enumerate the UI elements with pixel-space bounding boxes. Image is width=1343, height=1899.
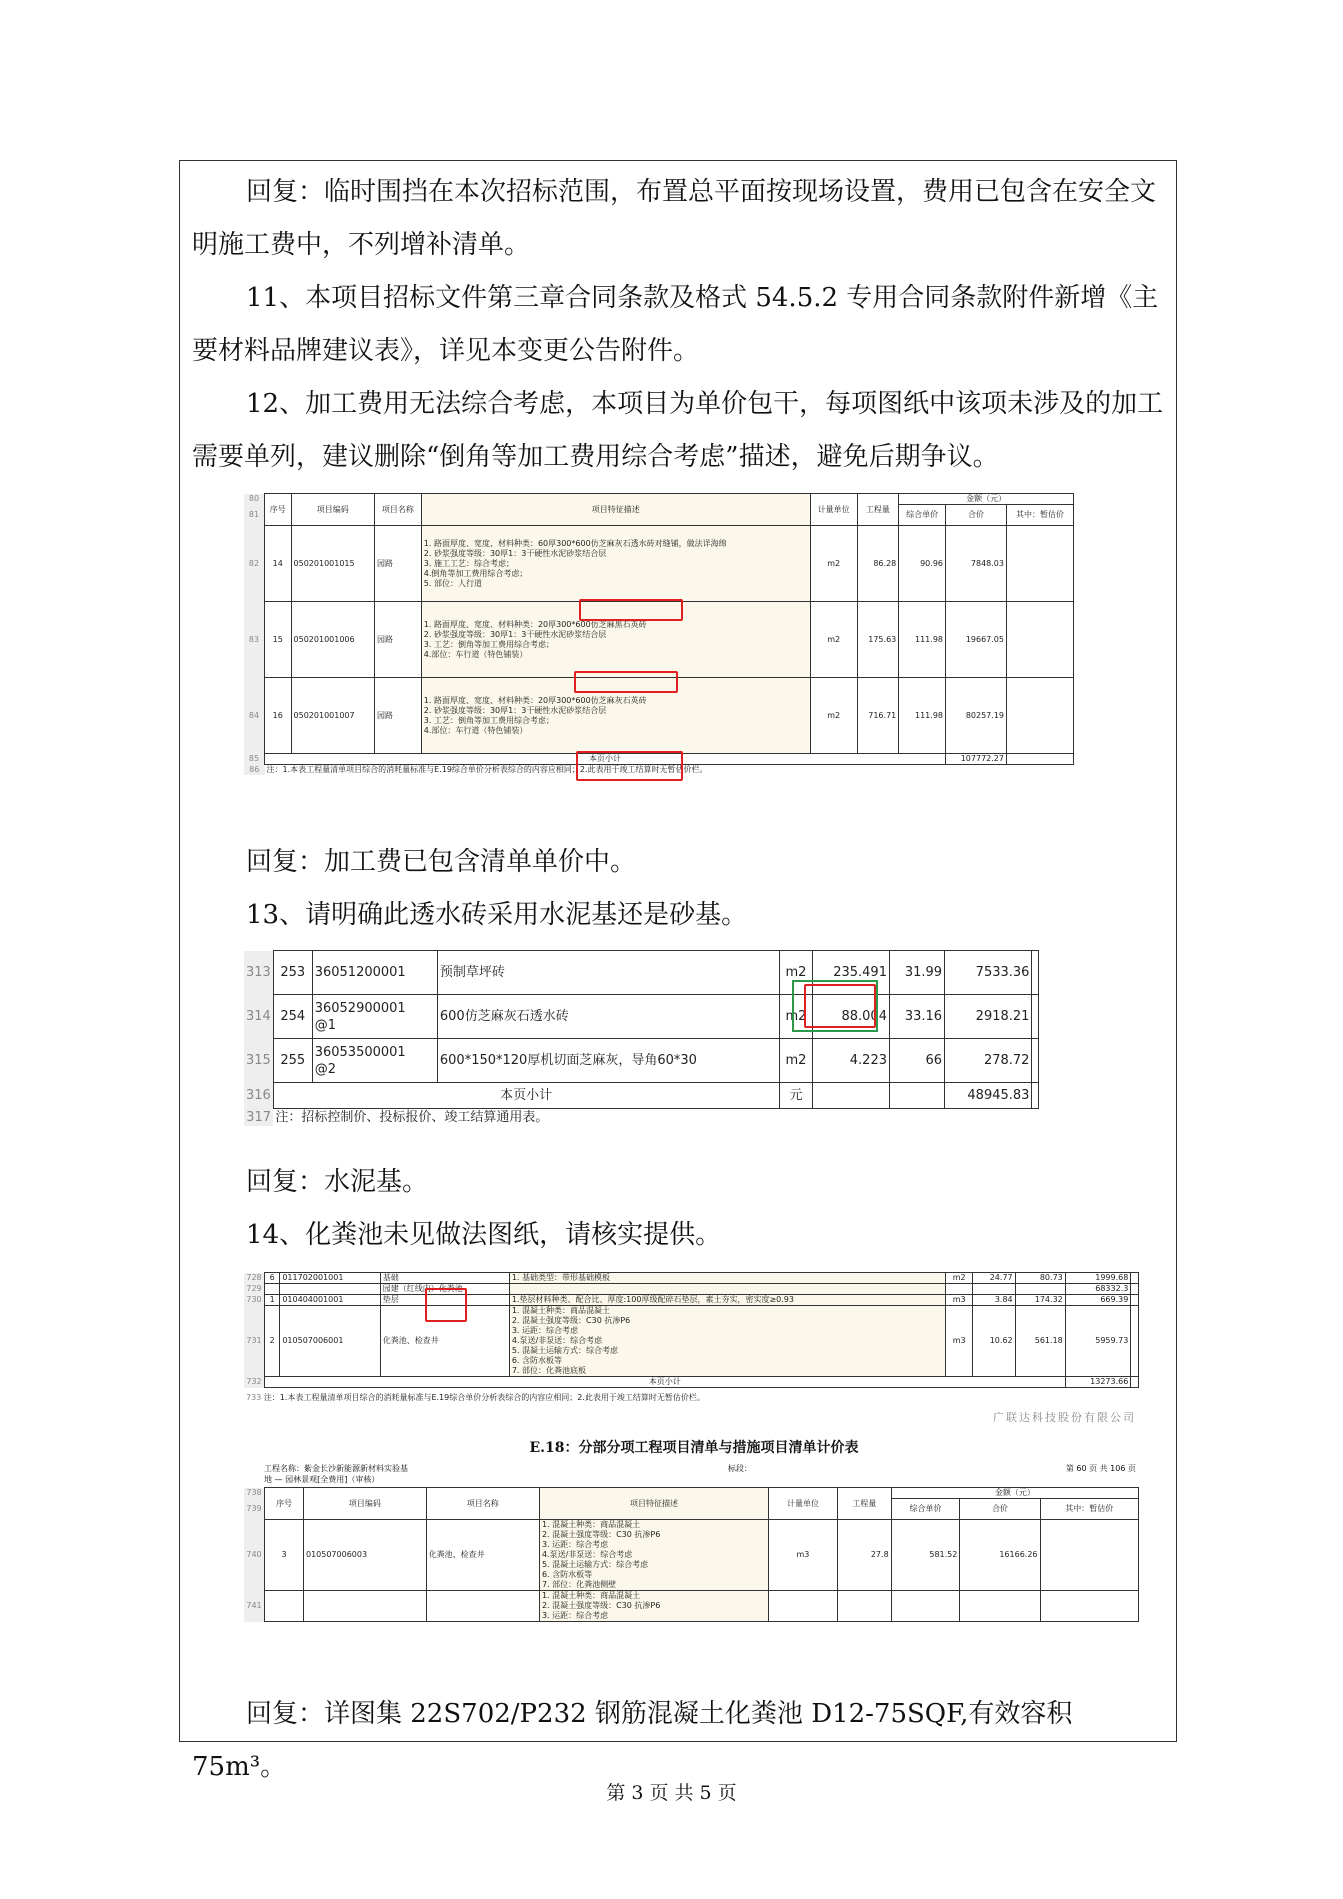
table-row: [244, 951, 1039, 995]
screenshot-table-2: [244, 950, 1070, 1145]
table-cell: m3: [946, 1295, 973, 1306]
table-cell: 33.16: [889, 995, 944, 1039]
column-header: 金额（元）: [899, 494, 1074, 505]
table-cell: 2: [265, 1306, 280, 1377]
table-cell: 253: [273, 951, 312, 995]
table-cell: 36052900001 @1: [312, 995, 437, 1039]
table-cell: [1032, 1039, 1039, 1083]
table-row: [244, 1591, 1139, 1622]
highlight-box: [576, 751, 683, 781]
table-cell: 园路: [375, 526, 422, 602]
table-cell: 36051200001: [312, 951, 437, 995]
table-cell: 1. 路面厚度、宽度、材料种类：60厚300*600仿芝麻灰石透水砖对缝铺，做法详海绵 2. 砂浆强度等级：30厚1：3干硬性水泥砂浆结合层 3. 施工工艺：综合考虑； 4.倒角等加工费用综合考虑； 5. 部位：人行道: [421, 526, 810, 602]
table-cell: [1006, 754, 1073, 765]
table-cell: [1040, 1591, 1138, 1622]
table-cell: 716.71: [857, 678, 899, 754]
table-cell: 15: [265, 602, 292, 678]
table-cell: m3: [769, 1520, 838, 1591]
bill-table-3a: [244, 1272, 1139, 1388]
table-cell: [280, 1284, 380, 1295]
question-12: 12、加工费用无法综合考虑，本项目为单价包干，每项图纸中该项未涉及的加工需要单列，建议删除“倒角等加工费用综合考虑”描述，避免后期争议。: [192, 389, 1164, 472]
table-cell: 2918.21: [945, 995, 1032, 1039]
table-cell: 111.98: [899, 678, 946, 754]
table-cell: 19667.05: [946, 602, 1007, 678]
row-number: 313: [244, 951, 273, 995]
column-header: 其中：暂估价: [1006, 505, 1073, 526]
table-cell: [509, 1284, 945, 1295]
column-header: 项目特征描述: [539, 1488, 768, 1520]
table-cell: [1131, 1284, 1139, 1295]
column-header: 项目名称: [426, 1488, 539, 1520]
table-cell: 4.223: [813, 1039, 890, 1083]
table-cell: [1131, 1273, 1139, 1284]
table-cell: [946, 1284, 973, 1295]
table-cell: 化粪池、检查井: [380, 1306, 509, 1377]
subtotal-value: 107772.27: [946, 754, 1007, 765]
column-header: 计量单位: [810, 494, 857, 526]
row-number: 81: [244, 505, 265, 526]
table-cell: 174.32: [1015, 1295, 1065, 1306]
sheet-page-info: 第 60 页 共 106 页: [1065, 1464, 1136, 1473]
table-cell: 27.8: [837, 1520, 891, 1591]
table-cell: 预制草坪砖: [437, 951, 779, 995]
table-note: 注：1.本表工程量清单项目综合的消耗量标准与E.19综合单价分析表综合的内容应相同；2.此表用于竣工结算时无暂估价栏。: [266, 765, 708, 774]
table-cell: 235.491: [813, 951, 890, 995]
table-cell: [1131, 1377, 1139, 1388]
table-cell: m2: [810, 678, 857, 754]
column-header: 项目编码: [303, 1488, 426, 1520]
table-cell: 24.77: [973, 1273, 1015, 1284]
column-header: 合价: [946, 505, 1007, 526]
table-cell: 66: [889, 1039, 944, 1083]
bill-table-3b: [244, 1487, 1139, 1622]
section-label: 标段：: [727, 1464, 752, 1473]
row-number: 315: [244, 1039, 273, 1083]
table-row: [244, 1520, 1139, 1591]
table-cell: [1040, 1520, 1138, 1591]
table-cell: 1. 混凝土种类：商品混凝土 2. 混凝土强度等级：C30 抗渗P6 3. 运距：综合考虑 4.泵送/非泵送：综合考虑 5. 混凝土运输方式：综合考虑 6. 含防水板等 7. 部位：化粪池底板: [509, 1306, 945, 1377]
bill-table-2: [244, 950, 1039, 1126]
column-header: 综合单价: [891, 1499, 960, 1520]
table-cell: 7533.36: [945, 951, 1032, 995]
subtotal-label: 本页小计: [265, 1377, 1066, 1388]
column-header: 合价: [960, 1499, 1040, 1520]
table-row: [244, 1039, 1039, 1083]
table-cell: 050201001015: [291, 526, 374, 602]
column-header: 工程量: [857, 494, 899, 526]
table-cell: 园建（红线内）化粪池: [380, 1284, 509, 1295]
table-cell: 1.垫层材料种类、配合比、厚度:100厚级配碎石垫层，素土夯实，密实度≥0.93: [509, 1295, 945, 1306]
table-cell: 1. 路面厚度、宽度、材料种类：20厚300*600仿芝麻黑石英砖 2. 砂浆强度等级：30厚1：3干硬性水泥砂浆结合层 3. 工艺：倒角等加工费用综合考虑； 4.部位：车行道（特色铺装）: [421, 602, 810, 678]
reply-13: 回复：水泥基。: [246, 1167, 429, 1197]
question-11: 11、本项目招标文件第三章合同条款及格式 54.5.2 专用合同条款附件新增《主要材料品牌建议表》，详见本变更公告附件。: [192, 283, 1159, 366]
reply-14: 回复：详图集 22S702/P232 钢筋混凝土化粪池 D12-75SQF,有效容积 75m³。: [192, 1699, 1073, 1782]
table-cell: 561.18: [1015, 1306, 1065, 1377]
row-number: 82: [244, 526, 265, 602]
row-number: 738: [244, 1488, 265, 1499]
table-cell: [769, 1591, 838, 1622]
table-cell: [960, 1591, 1040, 1622]
table-cell: 86.28: [857, 526, 899, 602]
table-cell: 581.52: [891, 1520, 960, 1591]
row-number: 85: [244, 754, 265, 765]
table-row: [244, 1273, 1139, 1284]
row-number: 729: [244, 1284, 265, 1295]
table-cell: 6: [265, 1273, 280, 1284]
screenshot-table-1: [244, 493, 1076, 818]
row-number: 314: [244, 995, 273, 1039]
sheet-title: E.18：分部分项工程项目清单与措施项目清单计价表: [529, 1440, 859, 1456]
table-row: [244, 1295, 1139, 1306]
company-watermark: 广联达科技股份有限公司: [993, 1411, 1136, 1424]
bill-table-1: [244, 493, 1074, 775]
row-number: 731: [244, 1306, 265, 1377]
row-number: 84: [244, 678, 265, 754]
table-cell: 化粪池、检查井: [426, 1520, 539, 1591]
highlight-box: [574, 671, 678, 693]
table-cell: 1. 混凝土种类：商品混凝土 2. 混凝土强度等级：C30 抗渗P6 3. 运距：综合考虑: [539, 1591, 768, 1622]
table-cell: [889, 1083, 944, 1109]
table-cell: 050201001007: [291, 678, 374, 754]
table-cell: 010507006001: [280, 1306, 380, 1377]
row-number: 80: [244, 494, 265, 505]
table-cell: 80.73: [1015, 1273, 1065, 1284]
column-header: 金额（元）: [891, 1488, 1138, 1499]
column-header: 序号: [265, 1488, 304, 1520]
table-cell: 254: [273, 995, 312, 1039]
table-cell: 80257.19: [946, 678, 1007, 754]
row-number: 732: [244, 1377, 265, 1388]
table-cell: 3: [265, 1520, 304, 1591]
table-cell: 600仿芝麻灰石透水砖: [437, 995, 779, 1039]
table-cell: 010507006003: [303, 1520, 426, 1591]
table-cell: 元: [779, 1083, 813, 1109]
table-cell: 90.96: [899, 526, 946, 602]
row-number: 740: [244, 1520, 265, 1591]
table-cell: 31.99: [889, 951, 944, 995]
table-cell: 园路: [375, 602, 422, 678]
row-number: 316: [244, 1083, 273, 1109]
reply-10: 回复：临时围挡在本次招标范围，布置总平面按现场设置，费用已包含在安全文明施工费中，不列增补清单。: [192, 177, 1157, 260]
table-cell: [1032, 951, 1039, 995]
table-cell: [265, 1284, 280, 1295]
table-cell: 255: [273, 1039, 312, 1083]
table-cell: [1032, 1083, 1039, 1109]
table-cell: 88.004: [813, 995, 890, 1039]
table-cell: 园路: [375, 678, 422, 754]
table-cell: 3.84: [973, 1295, 1015, 1306]
table-cell: 050201001006: [291, 602, 374, 678]
table-cell: 7848.03: [946, 526, 1007, 602]
subtotal-value: 13273.66: [1065, 1377, 1131, 1388]
question-13: 13、请明确此透水砖采用水泥基还是砂基。: [246, 900, 748, 930]
highlight-box: [804, 984, 876, 1028]
table-cell: [265, 1591, 304, 1622]
subtotal-row: [244, 1083, 1039, 1109]
subtotal-value: 48945.83: [945, 1083, 1032, 1109]
table-cell: [1032, 995, 1039, 1039]
table-cell: 1. 路面厚度、宽度、材料种类：20厚300*600仿芝麻灰石英砖 2. 砂浆强度等级：30厚1：3干硬性水泥砂浆结合层 3. 工艺：倒角等加工费用综合考虑； 4.部位：车行道（特色铺装）: [421, 678, 810, 754]
table-cell: m2: [946, 1273, 973, 1284]
reply-12: 回复：加工费已包含清单单价中。: [246, 847, 637, 877]
row-number: 730: [244, 1295, 265, 1306]
table-cell: 011702001001: [280, 1273, 380, 1284]
table-cell: [1015, 1284, 1065, 1295]
table-note: 注：招标控制价、投标报价、竣工结算通用表。: [275, 1110, 549, 1125]
screenshot-table-3: [244, 1272, 1144, 1675]
table-row: [244, 995, 1039, 1039]
table-cell: [813, 1083, 890, 1109]
table-cell: [1131, 1306, 1139, 1377]
table-cell: m2: [779, 995, 813, 1039]
table-row: [244, 526, 1074, 602]
table-cell: 5959.73: [1065, 1306, 1131, 1377]
table-cell: 36053500001 @2: [312, 1039, 437, 1083]
column-header: 项目编码: [291, 494, 374, 526]
row-number: 728: [244, 1273, 265, 1284]
table-cell: 16: [265, 678, 292, 754]
table-row: [244, 1306, 1139, 1377]
table-cell: [891, 1591, 960, 1622]
table-cell: 278.72: [945, 1039, 1032, 1083]
table-cell: 14: [265, 526, 292, 602]
table-cell: 68332.3: [1065, 1284, 1131, 1295]
column-header: 项目特征描述: [421, 494, 810, 526]
table-cell: 16166.26: [960, 1520, 1040, 1591]
table-row: [244, 1284, 1139, 1295]
highlight-box: [579, 599, 683, 621]
column-header: 工程量: [837, 1488, 891, 1520]
table-cell: 669.39: [1065, 1295, 1131, 1306]
table-cell: m2: [779, 1039, 813, 1083]
subtotal-label: 本页小计: [265, 754, 946, 765]
table-cell: 基础: [380, 1273, 509, 1284]
table-cell: [1131, 1295, 1139, 1306]
subtotal-row: [244, 1377, 1139, 1388]
project-name: 工程名称：紫金长沙新能源新材料实验基地 — 园林景观[全费用]（审核）: [264, 1464, 408, 1484]
table-cell: [1006, 678, 1073, 754]
row-number: 739: [244, 1499, 265, 1520]
subtotal-label: 本页小计: [273, 1083, 779, 1109]
table-cell: m2: [779, 951, 813, 995]
table-cell: 010404001001: [280, 1295, 380, 1306]
table-cell: 175.63: [857, 602, 899, 678]
header-row: [244, 494, 1074, 505]
table-cell: [303, 1591, 426, 1622]
column-header: 综合单价: [899, 505, 946, 526]
table-cell: 600*150*120厚机切面芝麻灰，导角60*30: [437, 1039, 779, 1083]
table-cell: [1006, 526, 1073, 602]
table-cell: m2: [810, 602, 857, 678]
table-note: 733 注：1.本表工程量清单项目综合的消耗量标准与E.19综合单价分析表综合的内容应相同；2.此表用于竣工结算时无暂估价栏。: [246, 1393, 705, 1402]
table-cell: 111.98: [899, 602, 946, 678]
question-14: 14、化粪池未见做法图纸，请核实提供。: [246, 1220, 722, 1250]
row-number: 317: [244, 1109, 273, 1127]
table-cell: m3: [946, 1306, 973, 1377]
table-cell: 1999.68: [1065, 1273, 1131, 1284]
column-header: 其中：暂估价: [1040, 1499, 1138, 1520]
row-number: 86: [244, 765, 265, 776]
row-number: 741: [244, 1591, 265, 1622]
column-header: 项目名称: [375, 494, 422, 526]
page-footer: 第 3 页 共 5 页: [606, 1782, 737, 1804]
table-cell: 10.62: [973, 1306, 1015, 1377]
row-number: 83: [244, 602, 265, 678]
table-cell: 1. 基础类型：带形基础模板: [509, 1273, 945, 1284]
table-cell: [973, 1284, 1015, 1295]
table-cell: m2: [810, 526, 857, 602]
header-row: [244, 1488, 1139, 1499]
table-cell: [1006, 602, 1073, 678]
note-row: [244, 1109, 1039, 1127]
table-cell: [837, 1591, 891, 1622]
table-cell: 1. 混凝土种类：商品混凝土 2. 混凝土强度等级：C30 抗渗P6 3. 运距：综合考虑 4.泵送/非泵送：综合考虑 5. 混凝土运输方式：综合考虑 6. 含防水板等 7. 部位：化粪池侧壁: [539, 1520, 768, 1591]
table-cell: [426, 1591, 539, 1622]
column-header: 序号: [265, 494, 292, 526]
highlight-box: [425, 1288, 467, 1322]
column-header: 计量单位: [769, 1488, 838, 1520]
table-cell: 1: [265, 1295, 280, 1306]
table-cell: 垫层: [380, 1295, 509, 1306]
